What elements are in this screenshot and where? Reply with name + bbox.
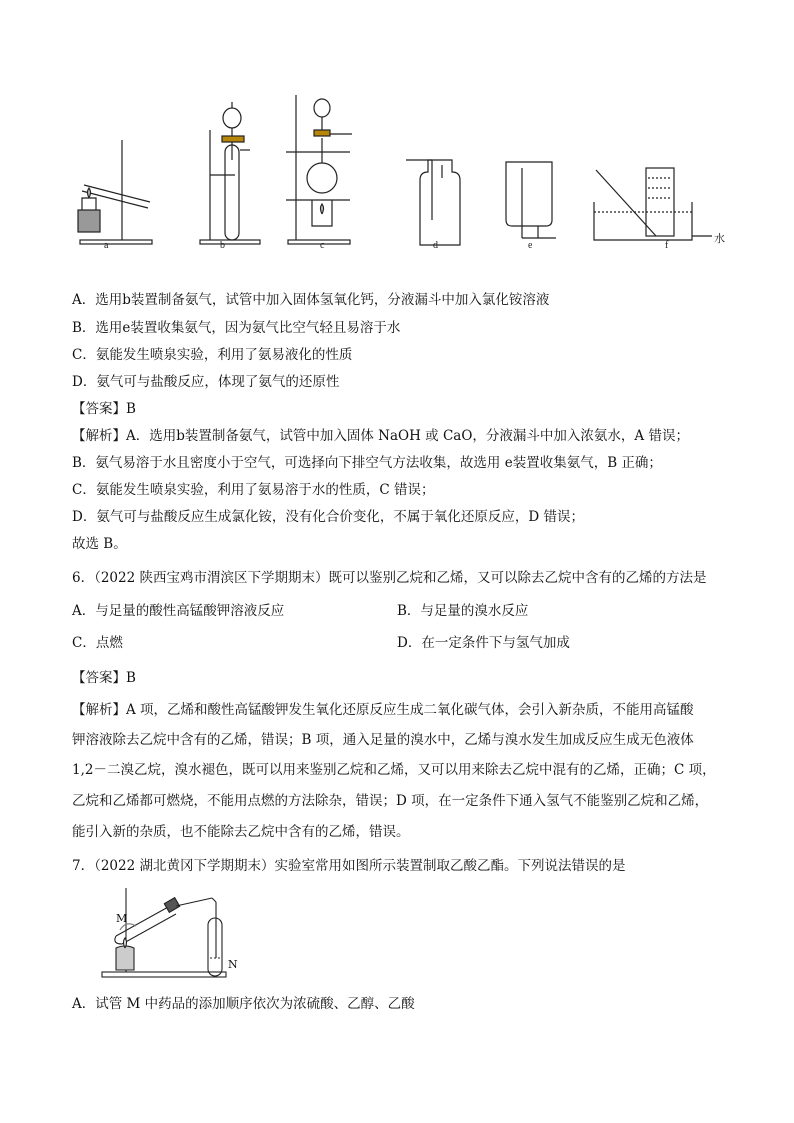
q6-analysis-line: 1,2－二溴乙烷，溴水褪色，既可以用来鉴别乙烷和乙烯，又可以用来除去乙烷中混有的乙烯，正确；C 项， [72, 762, 716, 778]
apparatus-c [286, 95, 352, 244]
q6-option-a: A．与足量的酸性高锰酸钾溶液反应 [72, 603, 285, 619]
apparatus-a [78, 140, 152, 244]
label-water: 水 [714, 233, 725, 245]
q7-option-a: A．试管 M 中药品的添加顺序依次为浓硫酸、乙醇、乙酸 [72, 996, 415, 1012]
label-e: e [528, 240, 533, 251]
apparatus-figure [60, 90, 740, 270]
q5-option-c: C．氨能发生喷泉实验，利用了氨易液化的性质 [72, 347, 353, 363]
q5-analysis-line: 故选 B。 [72, 536, 127, 552]
q5-analysis-line: 【解析】A．选用b装置制备氨气，试管中加入固体 NaOH 或 CaO，分液漏斗中加入浓氨水，A 错误； [72, 428, 689, 444]
apparatus-f [594, 168, 712, 240]
label-f: f [665, 240, 669, 251]
q5-option-a: A．选用b装置制备氨气，试管中加入固体氢氧化钙，分液漏斗中加入氯化铵溶液 [72, 292, 550, 308]
q6-analysis-line: 乙烷和乙烯都可燃烧，不能用点燃的方法除杂，错误；D 项，在一定条件下通入氢气不能鉴别乙烷和乙烯， [72, 793, 709, 809]
q5-option-d: D．氨气可与盐酸反应，体现了氨气的还原性 [72, 374, 340, 390]
q6-option-c: C．点燃 [72, 635, 123, 651]
apparatus-d [406, 160, 460, 245]
q5-analysis-line: C．氨能发生喷泉实验，利用了氨易溶于水的性质，C 错误； [72, 482, 435, 498]
q7-label-n: N [228, 958, 238, 971]
q6-analysis-line: 能引入新的杂质，也不能除去乙烷中含有的乙烯，错误。 [72, 824, 410, 840]
q5-option-b: B．选用e装置收集氨气，因为氨气比空气轻且易溶于水 [72, 320, 401, 336]
q6-analysis-line: 钾溶液除去乙烷中含有的乙烯，错误；B 项，通入足量的溴水中，乙烯与溴水发生加成反应生成无色液体 [72, 732, 694, 748]
apparatus-e [506, 162, 556, 238]
label-b: b [220, 240, 225, 251]
q7-label-m: M [116, 912, 128, 925]
q6-answer: 【答案】B [72, 670, 136, 686]
ester-apparatus-figure [96, 878, 256, 988]
label-a: a [104, 240, 109, 251]
q7-stem: 7．（2022 湖北黄冈下学期期末）实验室常用如图所示装置制取乙酸乙酯。下列说法错误的是 [72, 858, 626, 874]
q5-analysis-line: B．氨气易溶于水且密度小于空气，可选择向下排空气方法收集，故选用 e装置收集氨气，B 正确； [72, 455, 662, 471]
label-d: d [433, 240, 438, 251]
q6-option-d: D．在一定条件下与氢气加成 [397, 635, 570, 651]
q5-answer: 【答案】B [72, 401, 136, 417]
q6-stem: 6．（2022 陕西宝鸡市渭滨区下学期期末）既可以鉴别乙烷和乙烯，又可以除去乙烷中含有的乙烯的方法是 [72, 570, 707, 586]
label-c: c [320, 240, 325, 251]
apparatus-b [200, 102, 260, 244]
q6-analysis-line: 【解析】A 项，乙烯和酸性高锰酸钾发生氧化还原反应生成二氧化碳气体，会引入新杂质，不能用高锰酸 [72, 702, 694, 718]
q5-analysis-line: D．氨气可与盐酸反应生成氯化铵，没有化合价变化，不属于氧化还原反应，D 错误； [72, 509, 584, 525]
q6-option-b: B．与足量的溴水反应 [397, 603, 529, 619]
